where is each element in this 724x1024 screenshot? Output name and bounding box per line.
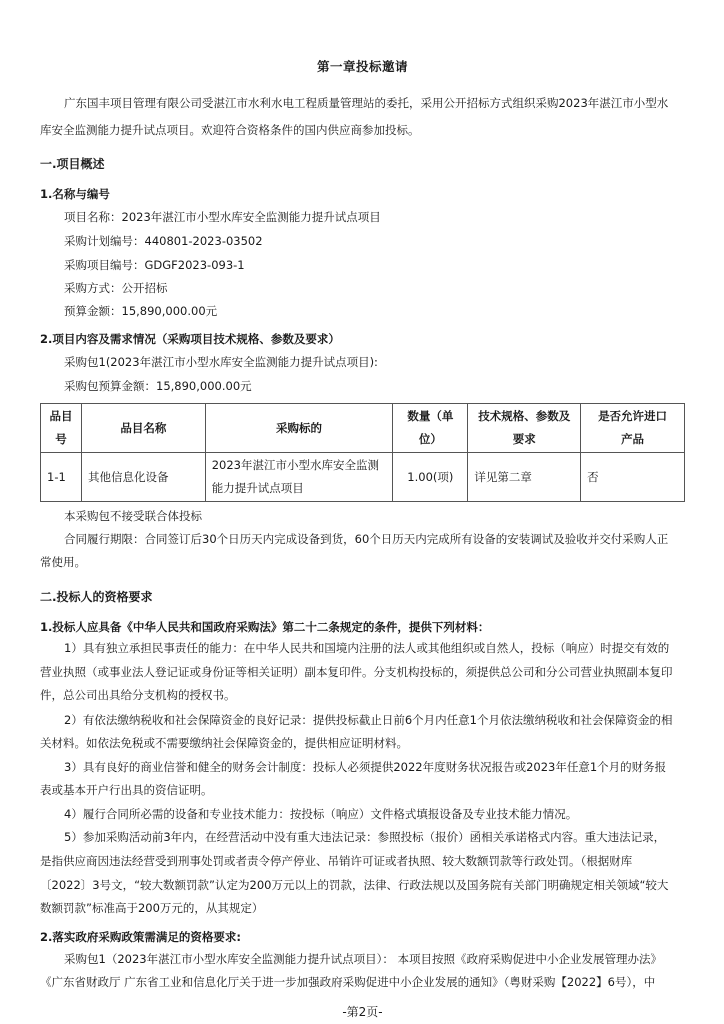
intro-line: 库安全监测能力提升试点项目。欢迎符合资格条件的国内供应商参加投标。 — [40, 123, 420, 137]
subsection-heading: 1.名称与编号 — [40, 187, 110, 201]
cell-target: 2023年湛江市小型水库安全监测 能力提升试点项目 — [205, 453, 393, 502]
header-quantity: 数量（单 位） — [393, 404, 468, 453]
subsection-heading: 2.落实政府采购政策需满足的资格要求: — [40, 930, 241, 944]
requirement-line: 件，总公司出具给分支机构的授权书。 — [40, 688, 236, 702]
package-budget: 采购包预算金额：15,890,000.00元 — [64, 379, 252, 393]
project-name: 项目名称：2023年湛江市小型水库安全监测能力提升试点项目 — [64, 210, 381, 224]
cell-spec: 详见第二章 — [468, 453, 581, 502]
plan-number: 采购计划编号：440801-2023-03502 — [64, 234, 263, 248]
requirement-line: 是指供应商因违法经营受到刑事处罚或者责令停产停业、吊销许可证或者执照、较大数额罚款等行政处罚。（根据财库 — [40, 854, 633, 868]
section-heading: 一.项目概述 — [40, 157, 105, 171]
requirement-line: 4）履行合同所必需的设备和专业技术能力：按投标（响应）文件格式填报设备及专业技术能力情况。 — [64, 807, 578, 821]
policy-line: 《广东省财政厅 广东省工业和信息化厅关于进一步加强政府采购促进中小企业发展的通知》（粤财采购【2022】6号），中 — [40, 975, 656, 989]
header-target: 采购标的 — [205, 404, 393, 453]
header-item-name: 品目名称 — [81, 404, 205, 453]
requirement-line: 关材料。如依法免税或不需要缴纳社会保障资金的，提供相应证明材料。 — [40, 736, 408, 750]
page-title: 第一章投标邀请 — [316, 59, 408, 74]
note-line: 合同履行期限：合同签订后30个日历天内完成设备到货，60个日历天内完成所有设备的安装调试及验收并交付采购人正 — [64, 532, 669, 546]
subsection-heading: 1.投标人应具备《中华人民共和国政府采购法》第二十二条规定的条件，提供下列材料： — [40, 620, 490, 634]
requirement-line: 1）具有独立承担民事责任的能力：在中华人民共和国境内注册的法人或其他组织或自然人，投标（响应）时提交有效的 — [64, 641, 670, 655]
section-heading: 二.投标人的资格要求 — [40, 590, 153, 604]
budget-amount: 预算金额：15,890,000.00元 — [64, 304, 218, 318]
procurement-method: 采购方式：公开招标 — [64, 281, 168, 295]
requirement-line: 表或基本开户行出具的资信证明。 — [40, 783, 213, 797]
requirement-line: 2）有依法缴纳税收和社会保障资金的良好记录：提供投标截止日前6个月内任意1个月依法缴纳税收和社会保障资金的相 — [64, 713, 673, 727]
note-line: 常使用。 — [40, 555, 86, 569]
requirement-line: 数额罚款”标准高于200万元的，从其规定） — [40, 901, 264, 915]
cell-item-name: 其他信息化设备 — [81, 453, 205, 502]
requirement-line: 营业执照（或事业法人登记证或身份证等相关证明）副本复印件。分支机构投标的，须提供总公司和分公司营业执照副本复印 — [40, 665, 673, 679]
requirement-line: 〔2022〕3号文，“较大数额罚款”认定为200万元以上的罚款，法律、行政法规以及国务院有关部门明确规定相关领域“较大 — [40, 878, 669, 892]
cell-quantity: 1.00(项) — [393, 453, 468, 502]
table-header-row — [41, 404, 685, 453]
note-line: 本采购包不接受联合体投标 — [64, 509, 202, 523]
requirement-line: 3）具有良好的商业信誉和健全的财务会计制度：投标人必须提供2022年度财务状况报告或2023年任意1个月的财务报 — [64, 760, 667, 774]
cell-import: 否 — [581, 453, 685, 502]
header-spec: 技术规格、参数及 要求 — [468, 404, 581, 453]
page-number: -第2页- — [342, 1005, 383, 1019]
header-item-no: 品目 号 — [41, 404, 82, 453]
items-table — [40, 403, 685, 502]
table-row — [41, 453, 685, 502]
project-number: 采购项目编号：GDGF2023-093-1 — [64, 258, 245, 272]
policy-line: 采购包1（2023年湛江市小型水库安全监测能力提升试点项目）： 本项目按照《政府采购促进中小企业发展管理办法》 — [64, 952, 662, 966]
package-name: 采购包1(2023年湛江市小型水库安全监测能力提升试点项目): — [64, 355, 378, 369]
cell-item-no: 1-1 — [41, 453, 82, 502]
subsection-heading: 2.项目内容及需求情况（采购项目技术规格、参数及要求） — [40, 332, 340, 346]
requirement-line: 5）参加采购活动前3年内，在经营活动中没有重大违法记录：参照投标（报价）函相关承诺格式内容。重大违法记录， — [64, 830, 666, 844]
intro-line: 广东国丰项目管理有限公司受湛江市水利水电工程质量管理站的委托，采用公开招标方式组织采购2023年湛江市小型水 — [64, 96, 669, 110]
header-import: 是否允许进口 产品 — [581, 404, 685, 453]
